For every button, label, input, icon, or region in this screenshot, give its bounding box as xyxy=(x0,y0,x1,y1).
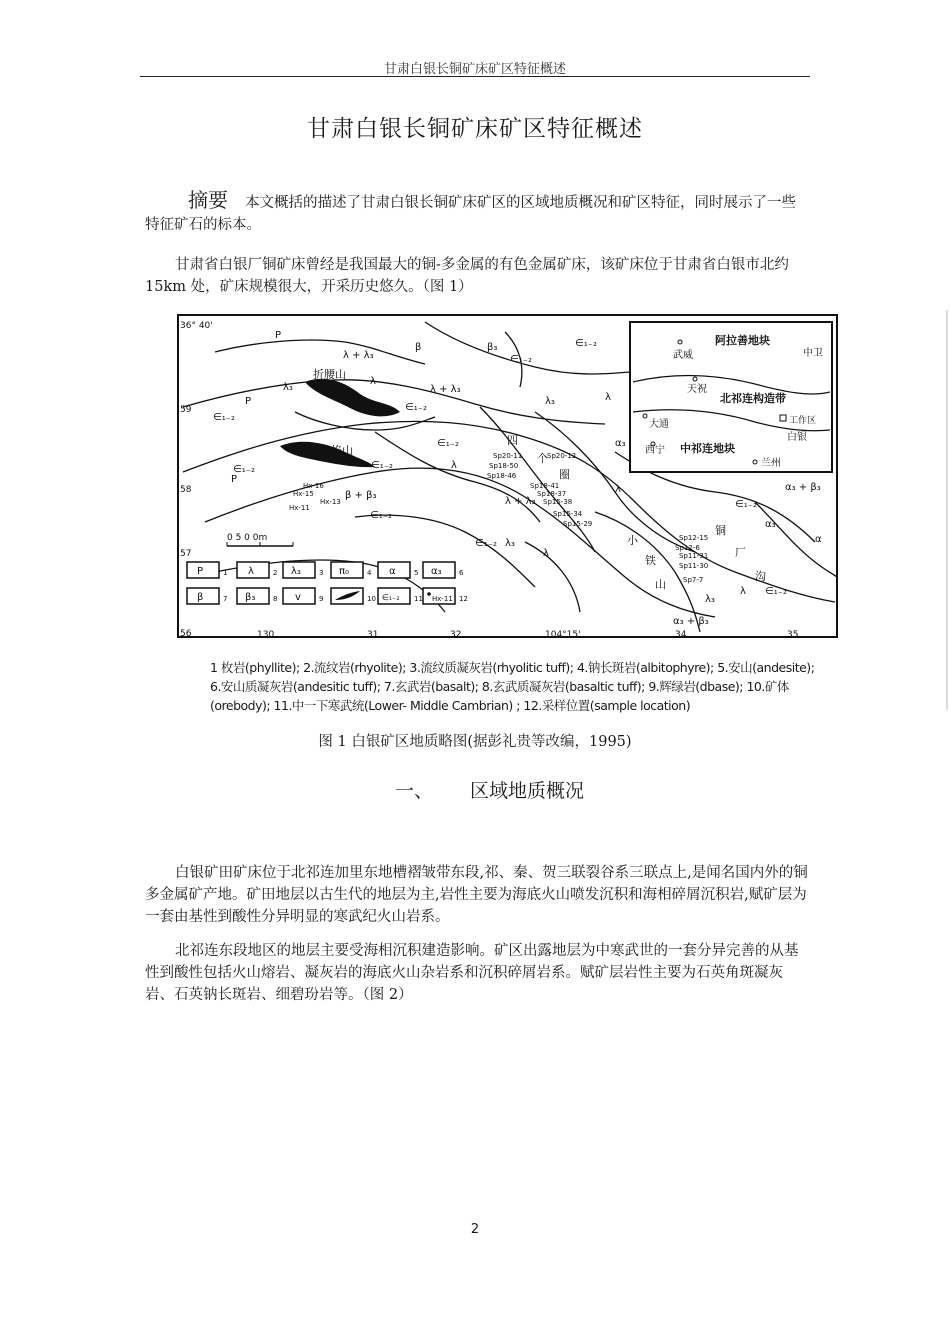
abstract-heading: 摘要 xyxy=(188,188,228,212)
svg-text:Hx-11: Hx-11 xyxy=(432,595,453,603)
sample-label: Sp15-34 xyxy=(553,510,583,518)
svg-text:32: 32 xyxy=(450,630,462,640)
sample-label: Sp11-31 xyxy=(679,552,709,560)
svg-text:P: P xyxy=(245,396,252,407)
sample-label: Sp18-46 xyxy=(487,472,517,480)
section-heading xyxy=(395,776,584,803)
svg-text:λ: λ xyxy=(740,586,746,597)
svg-text:1: 1 xyxy=(223,569,228,577)
svg-text:130: 130 xyxy=(257,630,275,640)
svg-text:57: 57 xyxy=(180,549,192,559)
running-header: 甘肃白银长铜矿床矿区特征概述 xyxy=(383,62,566,77)
figure-legend: 1 枚岩(phyllite); 2.流纹岩(rhyolite); 3.流纹质凝灰岩(rhyolitic tuff); 4.钠长斑岩(albitophyre); 5.安山(andesite); 6.安山质凝灰岩(andesitic tuff); 7.玄武岩(basalt); 8.玄武质凝灰岩(basaltic tuff); 9.辉绿岩(dbase); 10.矿体(orebody); 11.中一下寒武统(Lower- Middle Cambrian) ; 12.采样位置(sample location) xyxy=(210,660,815,713)
inset-label: 北祁连构造带 xyxy=(720,392,786,405)
inset-label: 阿拉善地块 xyxy=(715,334,770,347)
svg-text:0 5 0 0m: 0 5 0 0m xyxy=(227,533,268,543)
section-title: 区域地质概况 xyxy=(470,780,585,802)
svg-text:∈₁₋₂: ∈₁₋₂ xyxy=(382,593,400,602)
svg-text:56: 56 xyxy=(180,629,192,639)
svg-text:α₃: α₃ xyxy=(431,566,442,577)
inset-label: 大通 xyxy=(649,419,669,430)
place-label: 四 xyxy=(507,434,518,447)
svg-text:3: 3 xyxy=(319,569,324,577)
svg-text:∈₁₋₂: ∈₁₋₂ xyxy=(510,354,533,365)
svg-text:λ₃: λ₃ xyxy=(291,566,301,577)
figure-caption: 图 1 白银矿区地质略图(据彭礼贵等改编，1995) xyxy=(318,734,632,750)
place-label: 山 xyxy=(655,578,666,591)
body-paragraph: 白银矿田矿床位于北祁连加里东地槽褶皱带东段,祁、秦、贺三联裂谷系三联点上,是闻名国内外的铜多金属矿产地。矿田地层以古生代的地层为主,岩性主要为海底火山喷发沉积和海相碎屑沉积岩,赋矿层为一套由基性到酸性分异明显的寒武纪火山岩系。 xyxy=(145,865,808,925)
svg-text:β: β xyxy=(415,342,422,353)
geologic-map-figure xyxy=(175,312,840,644)
svg-text:α₃ + β₃: α₃ + β₃ xyxy=(673,616,709,627)
intro-paragraph: 甘肃省白银厂铜矿床曾经是我国最大的铜-多金属的有色金属矿床，该矿床位于甘肃省白银市北约 15km 处，矿床规模很大，开采历史悠久。（图 1） xyxy=(145,257,789,295)
svg-text:8: 8 xyxy=(273,595,278,603)
place-label: 个 xyxy=(537,452,548,465)
svg-text:P: P xyxy=(275,330,282,341)
svg-text:β₃: β₃ xyxy=(245,592,256,603)
svg-text:∈₁₋₂: ∈₁₋₂ xyxy=(371,460,394,471)
svg-text:λ: λ xyxy=(543,548,549,559)
svg-text:∈₁₋₂: ∈₁₋₂ xyxy=(765,586,788,597)
inset-label: 西宁 xyxy=(645,445,665,456)
svg-text:34: 34 xyxy=(675,630,687,640)
place-label: 小 xyxy=(627,534,638,547)
place-label: 沟 xyxy=(755,570,766,583)
sample-label: Sp15-38 xyxy=(543,498,573,506)
sample-label: Sp18-50 xyxy=(489,462,519,470)
svg-text:∈₁₋₂: ∈₁₋₂ xyxy=(475,538,498,549)
place-label: 厂 xyxy=(735,546,746,559)
inset-label: 中祁连地块 xyxy=(680,442,735,455)
place-label: 铜 xyxy=(715,524,726,537)
abstract-text: 本文概括的描述了甘肃白银长铜矿床矿区的区域地质概况和矿区特征，同时展示了一些特征矿石的标本。 xyxy=(145,195,796,233)
svg-text:λ₃: λ₃ xyxy=(505,538,515,549)
body-paragraph: 北祁连东段地区的地层主要受海相沉积建造影响。矿区出露地层为中寒武世的一套分异完善的从基性到酸性包括火山熔岩、凝灰岩的海底火山杂岩系和沉积碎屑岩系。赋矿层岩性主要为石英角斑凝灰岩、石英钠长斑岩、细碧玢岩等。（图 2） xyxy=(145,943,799,1003)
svg-text:λ₃: λ₃ xyxy=(283,382,293,393)
svg-text:α₃ + β₃: α₃ + β₃ xyxy=(785,482,821,493)
svg-text:11: 11 xyxy=(414,595,423,603)
document-title: 甘肃白银长铜矿床矿区特征概述 xyxy=(307,116,643,142)
svg-text:P: P xyxy=(197,566,204,577)
svg-text:∈₁₋₂: ∈₁₋₂ xyxy=(405,402,428,413)
inset-label: 中卫 xyxy=(803,348,823,359)
svg-text:104°15': 104°15' xyxy=(545,630,581,640)
svg-text:λ₃: λ₃ xyxy=(545,396,555,407)
svg-text:β: β xyxy=(197,592,204,603)
svg-text:v: v xyxy=(295,592,301,603)
svg-text:β + β₃: β + β₃ xyxy=(345,490,377,501)
svg-text:∈₁₋₂: ∈₁₋₂ xyxy=(213,412,236,423)
svg-text:α₃: α₃ xyxy=(765,519,776,530)
sample-label: Hx-15 xyxy=(293,490,314,498)
inset-label: 武威 xyxy=(673,350,693,361)
svg-text:35: 35 xyxy=(787,630,799,640)
svg-text:2: 2 xyxy=(273,569,278,577)
svg-text:λ: λ xyxy=(248,566,254,577)
location-inset xyxy=(630,322,832,472)
sample-label: Hx-13 xyxy=(320,498,341,506)
svg-text:12: 12 xyxy=(459,595,468,603)
svg-text:59: 59 xyxy=(180,405,192,415)
svg-text:λ₃: λ₃ xyxy=(705,594,715,605)
svg-text:λ + λ₃: λ + λ₃ xyxy=(505,496,536,507)
svg-text:31: 31 xyxy=(367,630,379,640)
geologic-map xyxy=(175,312,840,644)
svg-text:λ: λ xyxy=(615,484,621,495)
sample-label: Sp20-12 xyxy=(547,452,577,460)
inset-label: 兰州 xyxy=(761,458,781,469)
sample-label: Sp20-11 xyxy=(493,452,523,460)
place-label: 火焰山 xyxy=(320,444,353,457)
svg-text:∈₁₋₂: ∈₁₋₂ xyxy=(575,338,598,349)
svg-text:λ + λ₃: λ + λ₃ xyxy=(343,350,374,361)
inset-label: 白银 xyxy=(787,432,807,443)
svg-text:10: 10 xyxy=(367,595,376,603)
svg-text:λ: λ xyxy=(451,460,457,471)
inset-label: 工作区 xyxy=(789,416,817,426)
place-label: 铁 xyxy=(645,554,656,567)
sample-label: Sp12-15 xyxy=(679,534,709,542)
place-label: 圈 xyxy=(559,468,570,481)
svg-text:∈₁₋₂: ∈₁₋₂ xyxy=(233,464,256,475)
place-label: 折腰山 xyxy=(313,368,346,381)
svg-text:∈₁₋₂: ∈₁₋₂ xyxy=(370,510,393,521)
svg-text:α: α xyxy=(815,534,822,545)
sample-label: Sp7-7 xyxy=(683,576,704,584)
svg-text:7: 7 xyxy=(223,595,228,603)
svg-text:∈₁₋₂: ∈₁₋₂ xyxy=(437,438,460,449)
svg-text:P: P xyxy=(231,474,238,485)
section-number: 一、 xyxy=(395,780,434,802)
svg-text:36° 40': 36° 40' xyxy=(180,321,213,331)
svg-text:λ: λ xyxy=(370,376,376,387)
svg-text:λ: λ xyxy=(605,392,611,403)
header-rule xyxy=(140,76,810,77)
svg-text:β₃: β₃ xyxy=(487,342,498,353)
svg-text:α: α xyxy=(389,566,396,577)
sample-label: Hx-11 xyxy=(289,504,310,512)
svg-text:∈₁₋₂: ∈₁₋₂ xyxy=(735,499,758,510)
svg-text:π₀: π₀ xyxy=(339,566,350,577)
sample-label: Sp15-29 xyxy=(563,520,593,528)
svg-text:9: 9 xyxy=(319,595,324,603)
sample-label: Hx-16 xyxy=(303,482,324,490)
sample-label: Sp12-6 xyxy=(675,544,700,552)
svg-text:λ + λ₃: λ + λ₃ xyxy=(430,384,461,395)
inset-label: 天祝 xyxy=(687,384,707,395)
page-number: 2 xyxy=(470,1222,480,1237)
svg-text:5: 5 xyxy=(414,569,419,577)
sample-label: Sp11-30 xyxy=(679,562,709,570)
svg-text:6: 6 xyxy=(459,569,464,577)
sample-label: Sp18-41 xyxy=(530,482,560,490)
svg-text:α₃: α₃ xyxy=(615,438,626,449)
page-edge-mark xyxy=(946,310,948,710)
svg-text:58: 58 xyxy=(180,485,192,495)
svg-text:4: 4 xyxy=(367,569,372,577)
sample-label: Sp18-37 xyxy=(537,490,567,498)
